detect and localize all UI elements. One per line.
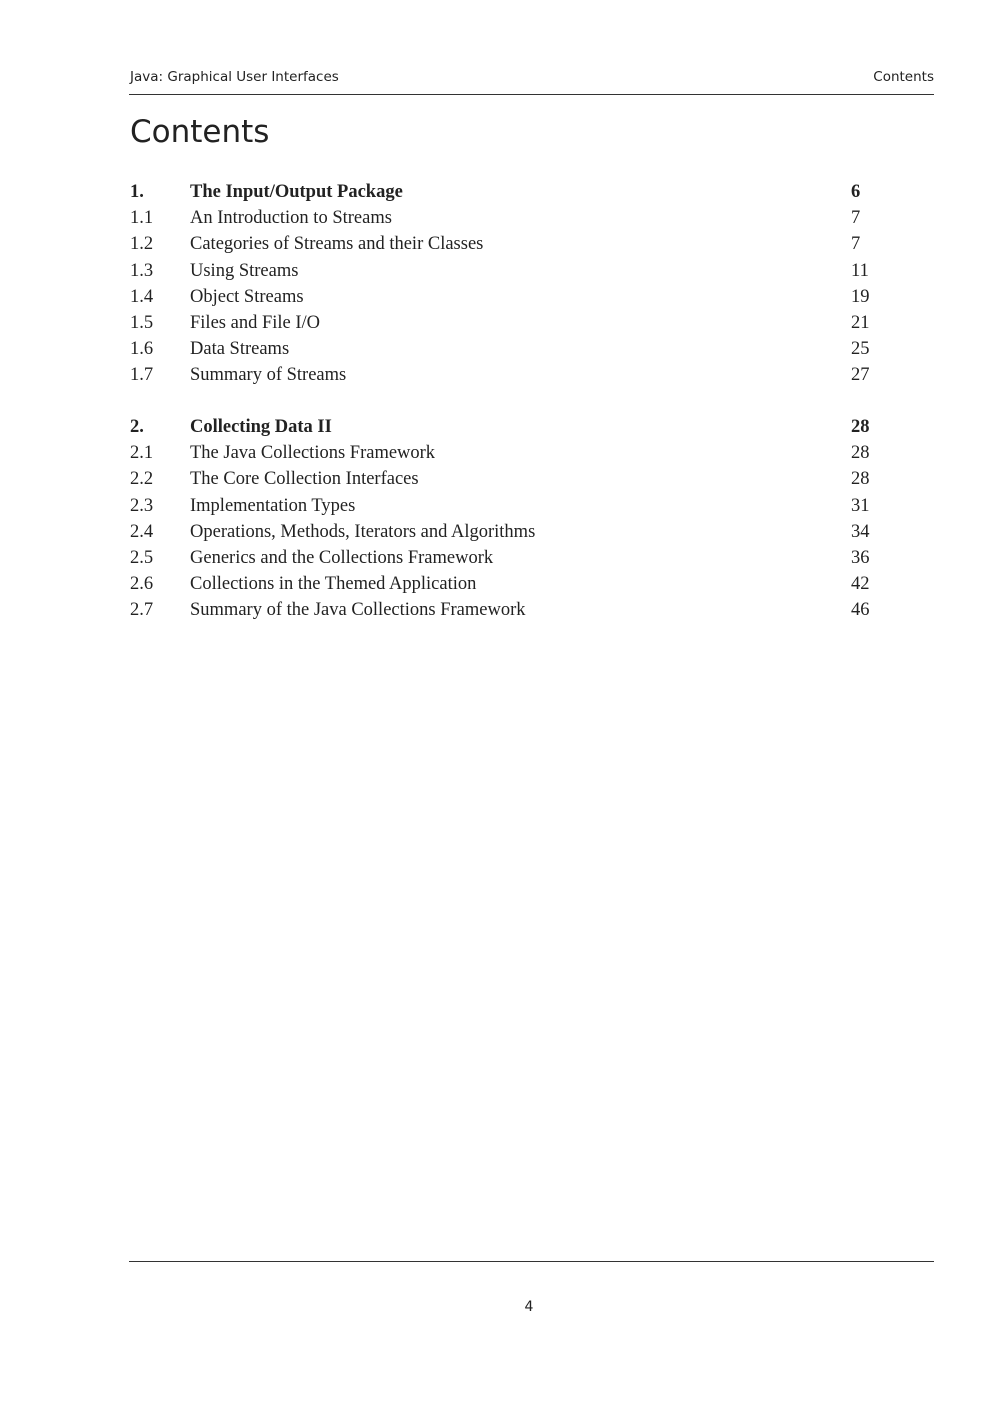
toc-entry[interactable]	[130, 597, 890, 623]
toc-entry[interactable]	[130, 231, 890, 257]
entry-number: 1.2	[130, 234, 154, 255]
header-section: Contents	[873, 69, 934, 85]
entry-title: Generics and the Collections Framework	[190, 547, 494, 568]
entry-title: Files and File I/O	[190, 312, 321, 333]
entry-number: 1.3	[130, 260, 154, 281]
toc-chapter-2	[130, 414, 890, 624]
entry-page: 42	[851, 574, 870, 595]
entry-number: 1.4	[130, 286, 154, 307]
entry-number: 1.5	[130, 312, 154, 333]
entry-number: 2.	[130, 417, 144, 437]
entry-page: 28	[851, 417, 870, 437]
entry-title: The Core Collection Interfaces	[190, 469, 419, 490]
entry-page: 27	[851, 365, 870, 386]
entry-page: 11	[851, 260, 869, 281]
entry-page: 7	[851, 208, 861, 229]
entry-number: 1.7	[130, 365, 154, 386]
header-book-title: Java: Graphical User Interfaces	[130, 69, 339, 85]
toc-chapter-entry[interactable]	[130, 179, 890, 205]
entry-title: Operations, Methods, Iterators and Algorithms	[190, 521, 536, 542]
entry-number: 1.1	[130, 208, 154, 229]
entry-page: 25	[851, 339, 870, 360]
toc-entry[interactable]	[130, 571, 890, 597]
entry-number: 1.	[130, 182, 144, 202]
entry-number: 2.6	[130, 574, 154, 595]
header-rule	[129, 94, 934, 95]
toc-entry[interactable]	[130, 440, 890, 466]
entry-page: 34	[851, 521, 870, 542]
entry-number: 2.7	[130, 600, 154, 621]
toc-entry[interactable]	[130, 336, 890, 362]
toc-entry[interactable]	[130, 519, 890, 545]
toc-entry[interactable]	[130, 362, 890, 388]
toc-entry[interactable]	[130, 284, 890, 310]
entry-number: 2.4	[130, 521, 154, 542]
entry-title: The Java Collections Framework	[190, 443, 436, 464]
entry-title: Using Streams	[190, 260, 299, 281]
toc-entry[interactable]	[130, 493, 890, 519]
entry-page: 31	[851, 495, 870, 516]
entry-number: 2.3	[130, 495, 154, 516]
toc-chapter-entry[interactable]	[130, 414, 890, 440]
toc-entry[interactable]	[130, 545, 890, 571]
entry-page: 46	[851, 600, 870, 621]
toc-entry[interactable]	[130, 258, 890, 284]
entry-page: 6	[851, 182, 861, 202]
toc-entry[interactable]	[130, 205, 890, 231]
toc-chapter-1	[130, 179, 890, 389]
footer-rule	[129, 1261, 934, 1262]
entry-page: 28	[851, 443, 870, 464]
entry-number: 2.1	[130, 443, 154, 464]
entry-title: Summary of Streams	[190, 365, 347, 386]
entry-title: Data Streams	[190, 339, 290, 360]
running-header	[130, 69, 934, 85]
entry-page: 7	[851, 234, 861, 255]
entry-page: 36	[851, 547, 870, 568]
entry-page: 21	[851, 312, 870, 333]
entry-number: 2.5	[130, 547, 154, 568]
entry-number: 1.6	[130, 339, 154, 360]
entry-number: 2.2	[130, 469, 154, 490]
entry-title: The Input/Output Package	[190, 182, 403, 202]
entry-title: Collections in the Themed Application	[190, 574, 477, 595]
toc-entry[interactable]	[130, 466, 890, 492]
entry-title: Categories of Streams and their Classes	[190, 234, 484, 255]
page-number: 4	[524, 1299, 534, 1315]
entry-title: Collecting Data II	[190, 417, 332, 437]
entry-title: Implementation Types	[190, 495, 356, 516]
entry-page: 28	[851, 469, 870, 490]
entry-title: An Introduction to Streams	[190, 208, 392, 229]
entry-title: Object Streams	[190, 286, 304, 307]
entry-page: 19	[851, 286, 870, 307]
toc-entry[interactable]	[130, 310, 890, 336]
entry-title: Summary of the Java Collections Framework	[190, 600, 526, 621]
page-title: Contents	[130, 114, 270, 150]
